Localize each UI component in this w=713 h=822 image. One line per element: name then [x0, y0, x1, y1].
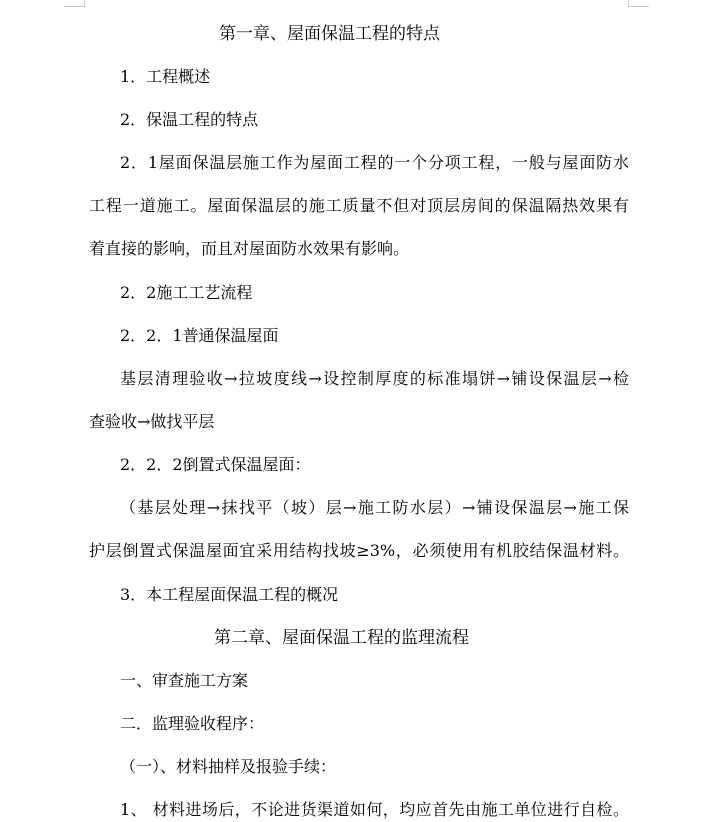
paragraph-2-1-line-1: 2．1屋面保温层施工作为屋面工程的一个分项工程，一般与屋面防水	[120, 153, 629, 172]
chapter-2-item-1: 1、 材料进场后，不论进货渠道如何，均应首先由施工单位进行自检。	[120, 800, 629, 819]
section-2-heading: 2．保温工程的特点	[120, 110, 259, 129]
chapter-2-title: 第二章、屋面保温工程的监理流程	[214, 628, 469, 648]
chapter-2-subsection-1: （一）、材料抽样及报验手续：	[120, 757, 337, 776]
section-3-heading: 3．本工程屋面保温工程的概况	[120, 585, 339, 604]
flow-inverted-line-2: 护层倒置式保温屋面宜采用结构找坡≥3%，必须使用有机胶结保温材料。	[89, 541, 629, 560]
paragraph-2-1-line-3: 着直接的影响，而且对屋面防水效果有影响。	[89, 239, 410, 258]
section-1-heading: 1．工程概述	[120, 67, 211, 86]
chapter-1-title: 第一章、屋面保温工程的特点	[219, 24, 440, 44]
flow-inverted-line-1: （基层处理→抹找平（坡）层→施工防水层）→铺设保温层→施工保	[120, 498, 629, 517]
crop-mark-top-left	[64, 0, 85, 7]
chapter-2-section-1: 一、审查施工方案	[120, 671, 249, 690]
paragraph-2-1-line-2: 工程一道施工。屋面保温层的施工质量不但对顶层房间的保温隔热效果有	[89, 196, 629, 215]
section-2-2-1-heading: 2．2．1普通保温屋面	[120, 326, 279, 345]
flow-normal-line-2: 查验收→做找平层	[89, 412, 215, 431]
chapter-2-section-2: 二．监理验收程序：	[120, 714, 265, 733]
crop-mark-top-right	[628, 0, 649, 7]
flow-normal-line-1: 基层清理验收→拉坡度线→设控制厚度的标准塌饼→铺设保温层→检	[120, 369, 629, 388]
section-2-2-2-heading: 2．2．2倒置式保温屋面：	[120, 455, 311, 474]
section-2-2-heading: 2．2施工工艺流程	[120, 283, 253, 302]
